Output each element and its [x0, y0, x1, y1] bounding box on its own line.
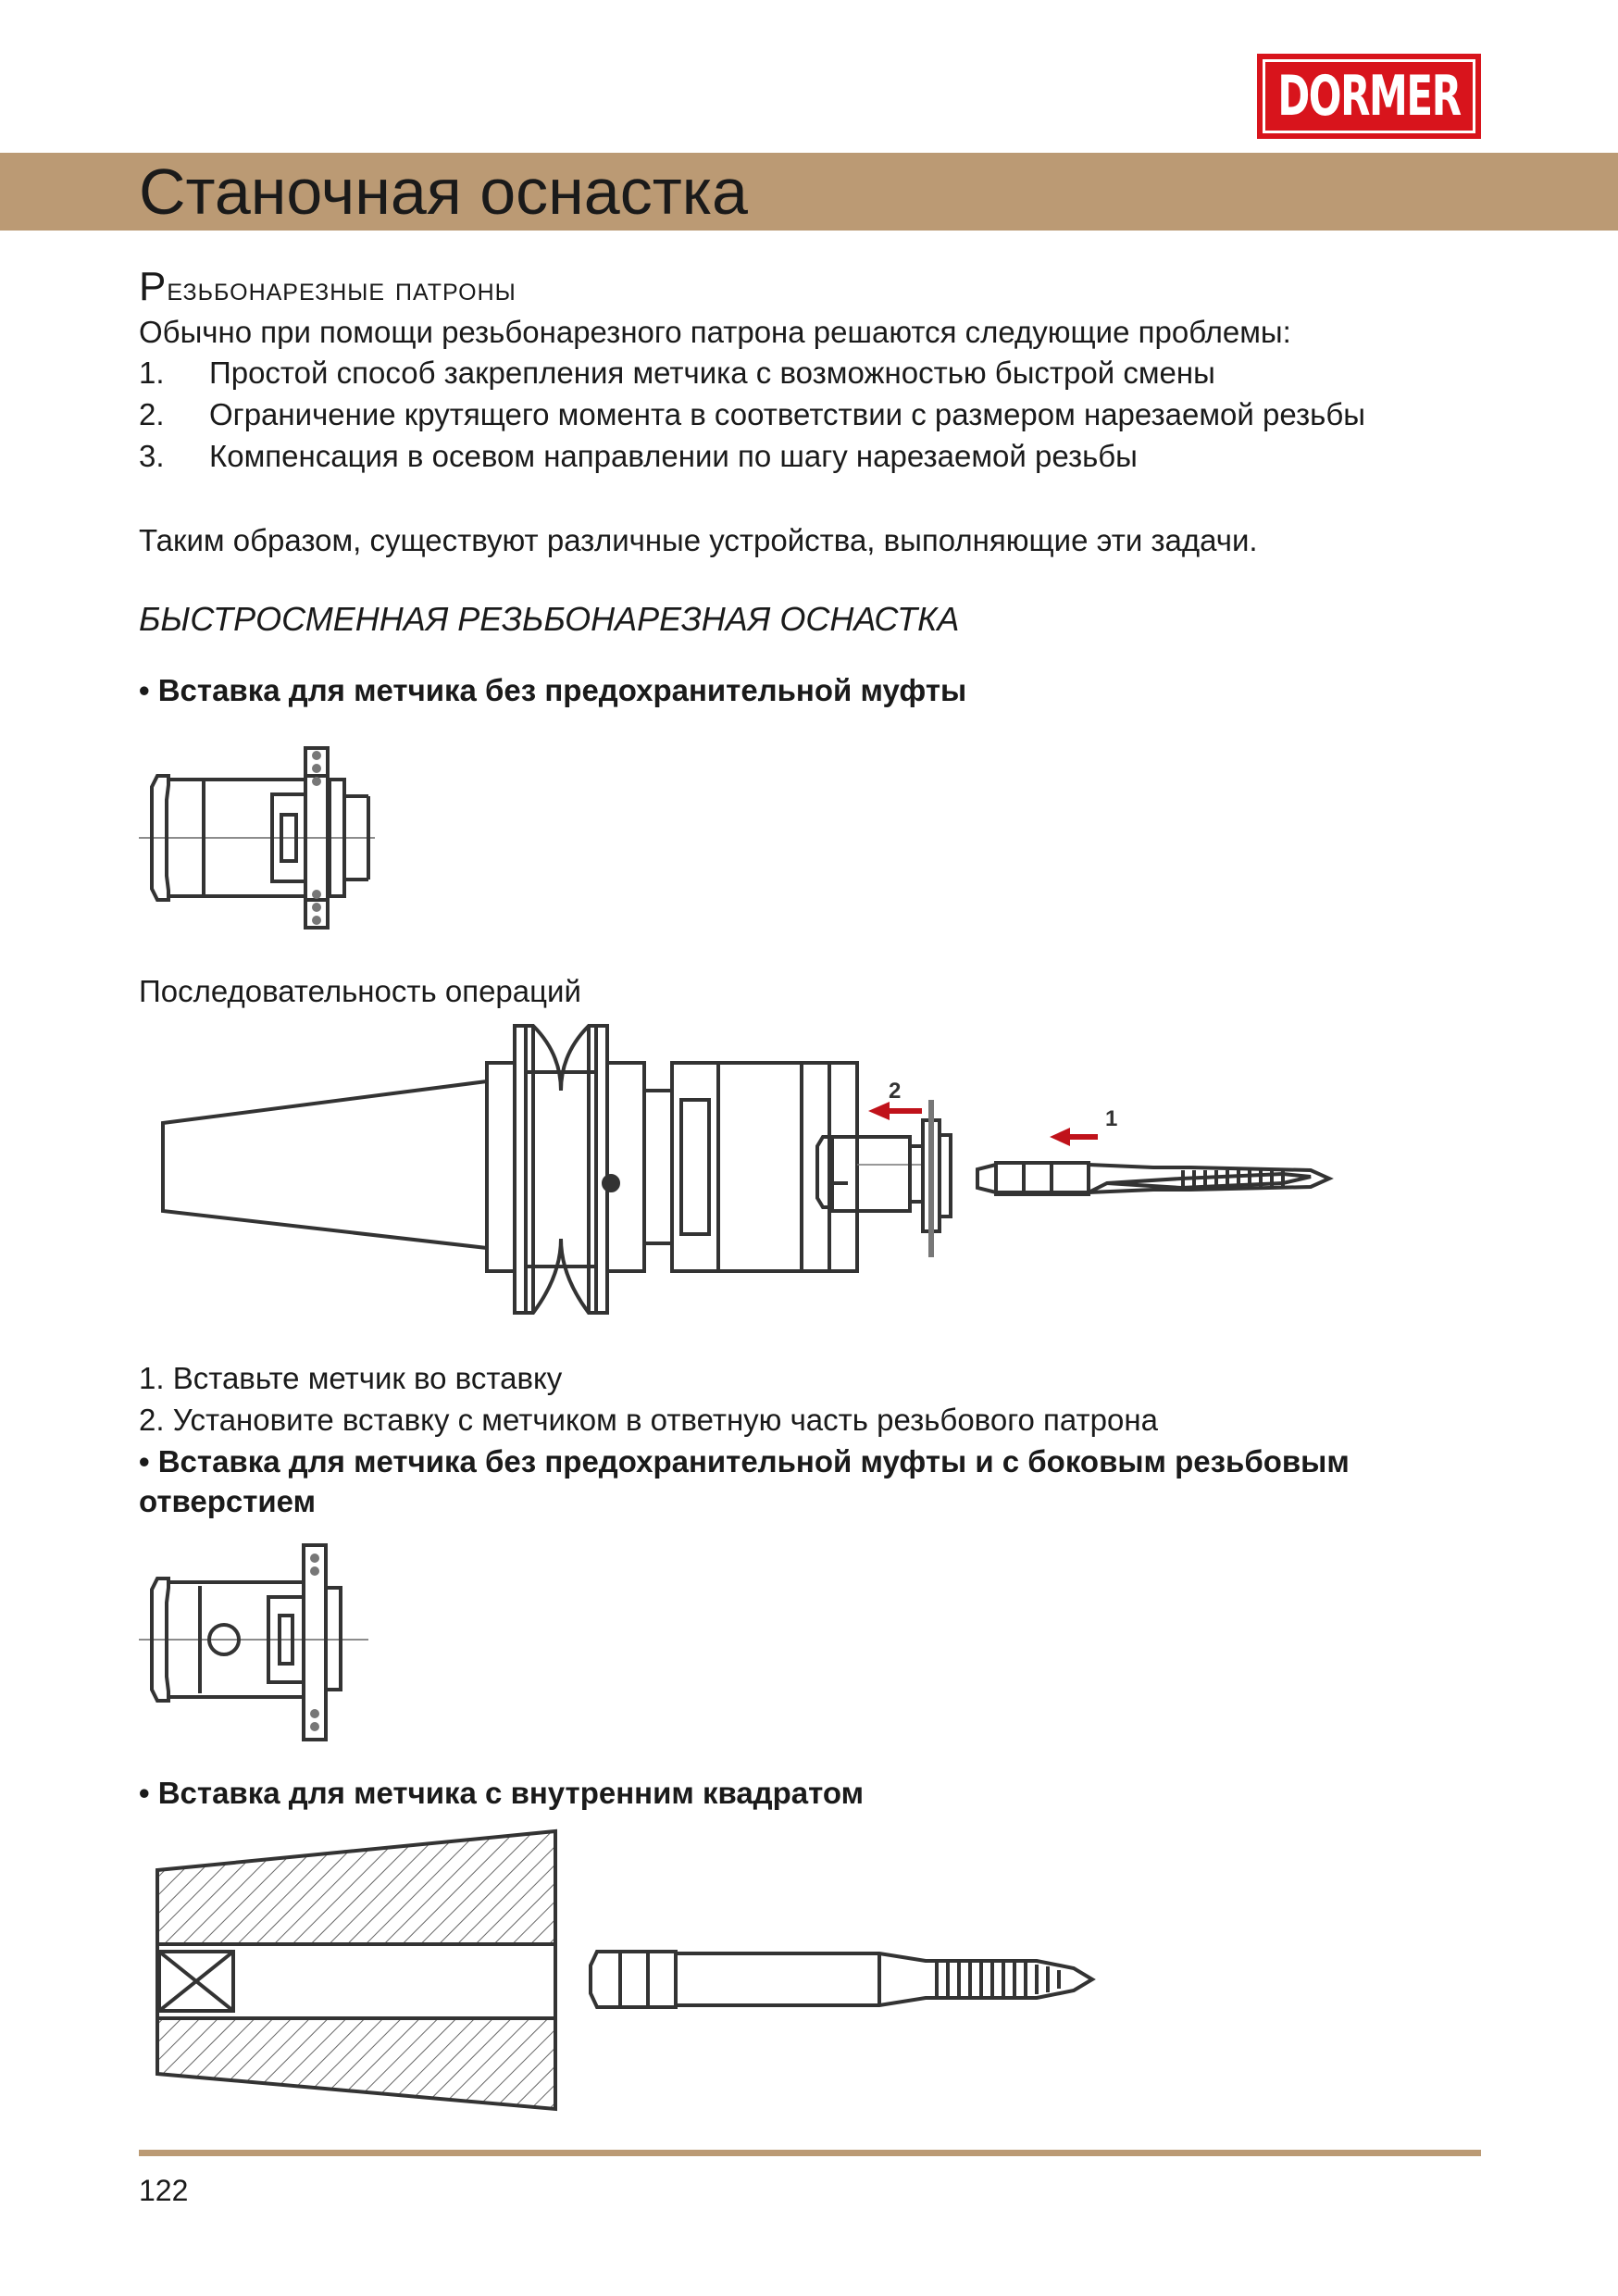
- tap-insert-drawing: [139, 722, 380, 954]
- logo-text: DORMER: [1277, 64, 1461, 129]
- arrow-1-label: 1: [1105, 1106, 1118, 1131]
- assembly-sequence-drawing: [163, 1017, 1403, 1341]
- side-hole-insert-drawing: [139, 1532, 370, 1754]
- list-item-text: Ограничение крутящего момента в соответствии с размером нарезаемой резьбы: [209, 397, 1365, 431]
- step-1: 1. Вставьте метчик во вставку: [139, 1361, 563, 1395]
- sequence-label: Последовательность операций: [139, 974, 581, 1008]
- bullet-square-insert: • Вставка для метчика с внутренним квадратом: [139, 1776, 864, 1810]
- intro-text: Обычно при помощи резьбонарезного патрона решаются следующие проблемы:: [139, 315, 1291, 349]
- list-item-text: Компенсация в осевом направлении по шагу нарезаемой резьбы: [209, 439, 1138, 473]
- header-band: [0, 153, 1618, 231]
- arrow-2-label: 2: [889, 1079, 902, 1104]
- section-title-initial: Р: [139, 264, 168, 309]
- list-item-number: 2.: [139, 397, 165, 431]
- list-item-text: Простой способ закрепления метчика с возможностью быстрой смены: [209, 356, 1215, 390]
- bullet-side-hole-insert-cont: отверстием: [139, 1484, 316, 1518]
- bullet-side-hole-insert: • Вставка для метчика без предохранительной муфты и с боковым резьбовым: [139, 1444, 1350, 1479]
- footer-rule: [139, 2150, 1481, 2156]
- bullet-plain-insert: • Вставка для метчика без предохранительной муфты: [139, 673, 967, 707]
- subsection-title: БЫСТРОСМЕННАЯ РЕЗЬБОНАРЕЗНАЯ ОСНАСТКА: [139, 600, 960, 638]
- page-title: Станочная оснастка: [139, 156, 748, 228]
- list-item-number: 3.: [139, 439, 165, 473]
- section-title: [139, 264, 517, 310]
- list-item-number: 1.: [139, 356, 165, 390]
- square-drive-insert-drawing: [148, 1831, 1259, 2118]
- section-title-rest: езьбонарезные патроны: [167, 269, 517, 307]
- step-2: 2. Установите вставку с метчиком в ответную часть резьбового патрона: [139, 1403, 1158, 1437]
- dormer-logo: [1257, 54, 1481, 139]
- page-number: 122: [139, 2174, 189, 2207]
- summary-text: Таким образом, существуют различные устройства, выполняющие эти задачи.: [139, 523, 1258, 557]
